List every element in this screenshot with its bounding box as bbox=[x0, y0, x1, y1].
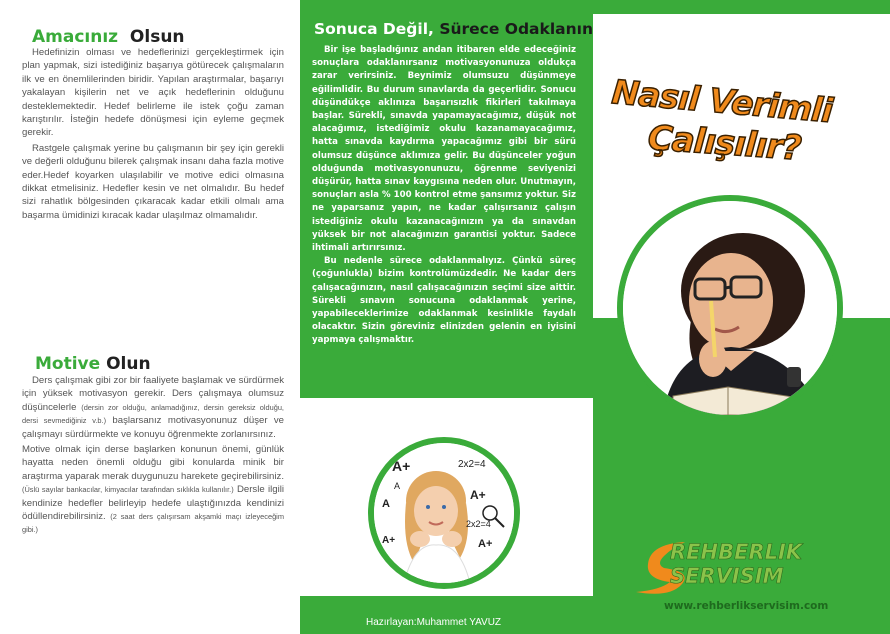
section-body-amaciniz bbox=[22, 46, 284, 224]
title-dark-part: Olsun bbox=[129, 27, 185, 47]
title-white-part: Sonuca Değil, bbox=[314, 20, 434, 38]
main-title-line2: Çalışılır? bbox=[646, 118, 802, 169]
student-illustration bbox=[623, 201, 837, 415]
girl-photo-circle bbox=[368, 437, 520, 589]
section-body-motive bbox=[22, 374, 284, 539]
paragraph: Motive olmak için derse başlarken konunun önemi, günlük hayatta neden önemli olduğu gibi konularda minik bir araştırma yaparak merak duygunuzu harekete geçirebilirsiniz. (Üslü sayılar bankacılar, kimyacılar tarafından sıklıkla kullanılır.) Dersle ilgili kendinize hedefler belirleyip hedefe ulaştığınızda kendinizi ödüllendirebilirsiniz. (2 saat ders çalışırsam akşamki maçı izleyeceğim gibi.) bbox=[22, 444, 284, 535]
doodle-text: 2x2=4 bbox=[466, 519, 491, 529]
author-credit: Hazırlayan:Muhammet YAVUZ bbox=[366, 617, 502, 628]
student-photo-circle bbox=[617, 195, 843, 421]
title-green-part: Amacınız bbox=[32, 27, 119, 47]
title-dark-part: Olun bbox=[106, 354, 151, 374]
section-title-amaciniz bbox=[32, 27, 185, 47]
paragraph: Hedefinizin olması ve hedeflerinizi gerçekleştirmek için plan yapmak, sizi istediğiniz başarıya götürecek çalışmaların ilk ve en önemlilerinden biridir. Yapılan araştırmalar, başarıyı yakalayan kişilerin net ve açık hedeflerinin olduğunu desteklemektedir. Hedef belirleme ile istek çoğu zaman karıştırılır. İsteğin hedefe dönüşmesi için eyleme geçmek gerekir. bbox=[22, 47, 284, 139]
girl-illustration bbox=[374, 443, 514, 583]
doodle-text: A+ bbox=[470, 488, 486, 502]
title-dark-part: Sürece Odaklanın bbox=[439, 20, 593, 38]
logo-text-line2: SERVISIM bbox=[670, 564, 784, 588]
paragraph: Rastgele çalışmak yerine bu çalışmanın bir şey için gerekli ve değerli olduğunu bilerek çalışmak insanı daha fazla motive eder.Hedef koyarken ulaşılabilir ve motive edici olmasına dikkat etmelisiniz. Hedefler kesin ve net olmalıdır. Bu hedef sizi rahatlık bölgesinden çıkaracak kadar etkili olmalı ama başarma ümidinizi kıracak kadar ulaşılmaz olmamalıdır. bbox=[22, 142, 284, 221]
paragraph: Ders çalışmak gibi zor bir faaliyete başlamak ve sürdürmek için yüksek motivasyon gerekir. Ders çalışmaya olumsuz düşüncelerle (dersin zor olduğu, anlamadığınız, dersin gereksiz olduğu, dersi sevmediğiniz v.b.) başlarsanız motivasyonunuz düşer ve çalışmayı sürdürmekte ve konuyu öğrenmekte zorlanırsınız. bbox=[22, 375, 285, 440]
green-band-top-right bbox=[593, 0, 890, 14]
website-url: www.rehberlikservisim.com bbox=[664, 600, 829, 612]
doodle-text: A+ bbox=[478, 538, 493, 550]
paragraph: Bir işe başladığınız andan itibaren elde edeceğiniz sonuçlara odaklanırsanız motivasyonunuza oldukça zarar verirsiniz. Beynimiz olumsuzu düşünmeye eğilimlidir. Bu durum sınavlarda da geçerlidir. Sonucu düşündükçe aklınıza başarısızlık fikirleri takılmaya başlar. Sürekli, sınavda yapamayacağımız, düşük not alacağımız, istediğimiz okulu kazanamayacağımız, hatta sınavda kaydırma yapacağımız gibi bir sürü olumsuz düşünce aklımıza gelir. Bu düşünceler yoğun olduğunda motivasyonunuzu, öğrenme seviyenizi düşürür, hatta sınav kaygısına neden olur. Unutmayın, sonuçları asla % 100 kontrol etme şansımız yoktur. Siz ne yaparsanız yapın, ne kadar çalışırsanız çalışın istediğiniz okulu kazanacağınızın ya da sınavdan yüksek bir not alacağınızın garantisi yoktur. Sadece ihtimali artırırsınız. bbox=[312, 45, 576, 254]
section-title-motive bbox=[35, 354, 151, 374]
paragraph: Bu nedenle sürece odaklanmalıyız. Çünkü süreç (çoğunlukla) bizim kontrolümüzdedir. Ne kadar ders çalışacağınızın, nasıl çalışacağınızın seçimi size aittir. Sürekli sınavın sonucuna odaklanmak yerine, yapabileceklerimize odaklanmak kesinlikle faydalı olacaktır. Sizin göreviniz elinizden gelenin en iyisini yapmaya çalışmaktır. bbox=[312, 256, 576, 346]
doodle-text: A bbox=[394, 481, 401, 491]
doodle-text: A+ bbox=[382, 535, 396, 546]
doodle-text: A bbox=[382, 498, 390, 510]
doodle-text: 2x2=4 bbox=[458, 459, 486, 470]
doodle-text: A+ bbox=[392, 458, 411, 474]
logo-text-line1: REHBERLIK bbox=[670, 540, 803, 564]
section-body-surec bbox=[312, 44, 576, 348]
title-green-part: Motive bbox=[35, 354, 101, 374]
section-title-surec bbox=[314, 20, 593, 38]
main-title-line1: Nasıl Verimli bbox=[610, 72, 834, 131]
